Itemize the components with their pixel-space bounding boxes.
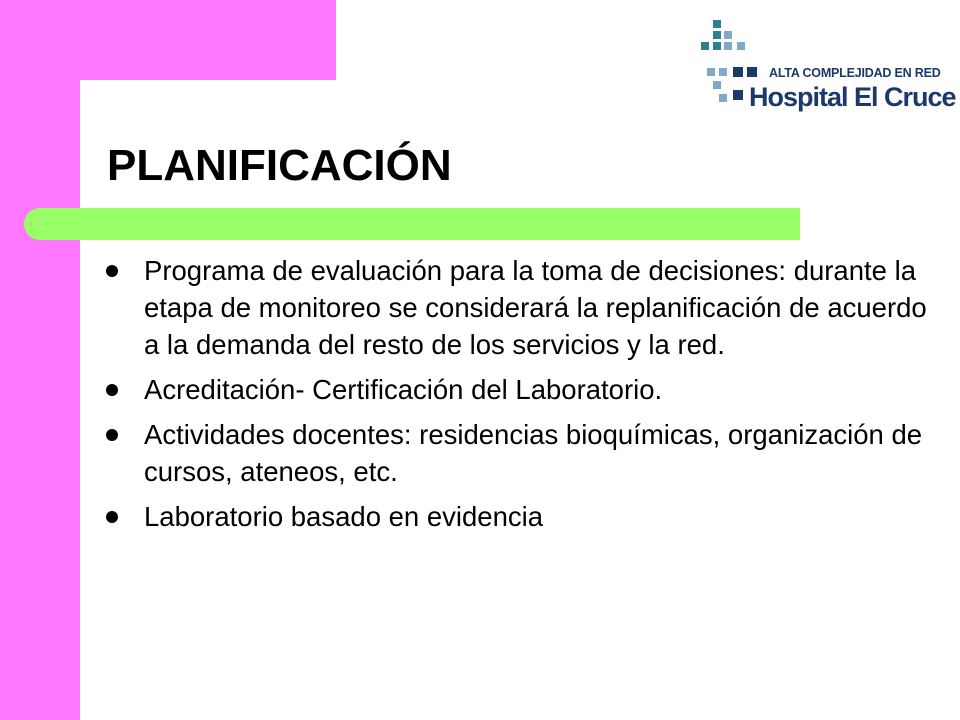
bullet-item bbox=[106, 371, 936, 408]
bullet-text: Programa de evaluación para la toma de decisiones: durante la etapa de monitoreo se considerará la replanificación de acuerdo a la demanda del resto de los servicios y la red. bbox=[144, 255, 927, 360]
logo-tagline: ALTA COMPLEJIDAD EN RED bbox=[769, 66, 941, 80]
bullet-item bbox=[106, 252, 936, 363]
logo-name: Hospital El Cruce bbox=[749, 82, 956, 112]
bullet-dot-icon bbox=[106, 265, 118, 277]
bullet-text: Laboratorio basado en evidencia bbox=[144, 501, 544, 532]
bullet-text: Acreditación- Certificación del Laboratorio. bbox=[144, 374, 663, 405]
slide-title: PLANIFICACIÓN bbox=[107, 141, 452, 190]
bullet-item bbox=[106, 416, 936, 490]
bullet-dot-icon bbox=[106, 429, 118, 441]
bullet-dot-icon bbox=[106, 384, 118, 396]
pink-top-band bbox=[0, 0, 336, 80]
hospital-logo bbox=[697, 20, 956, 120]
bullet-dot-icon bbox=[106, 511, 118, 523]
bullet-item bbox=[106, 498, 936, 535]
bullet-list bbox=[106, 252, 936, 543]
title-underline-bar bbox=[24, 208, 800, 240]
bullet-text: Actividades docentes: residencias bioquímicas, organización de cursos, ateneos, etc. bbox=[144, 419, 923, 487]
pink-side-band bbox=[0, 0, 80, 720]
